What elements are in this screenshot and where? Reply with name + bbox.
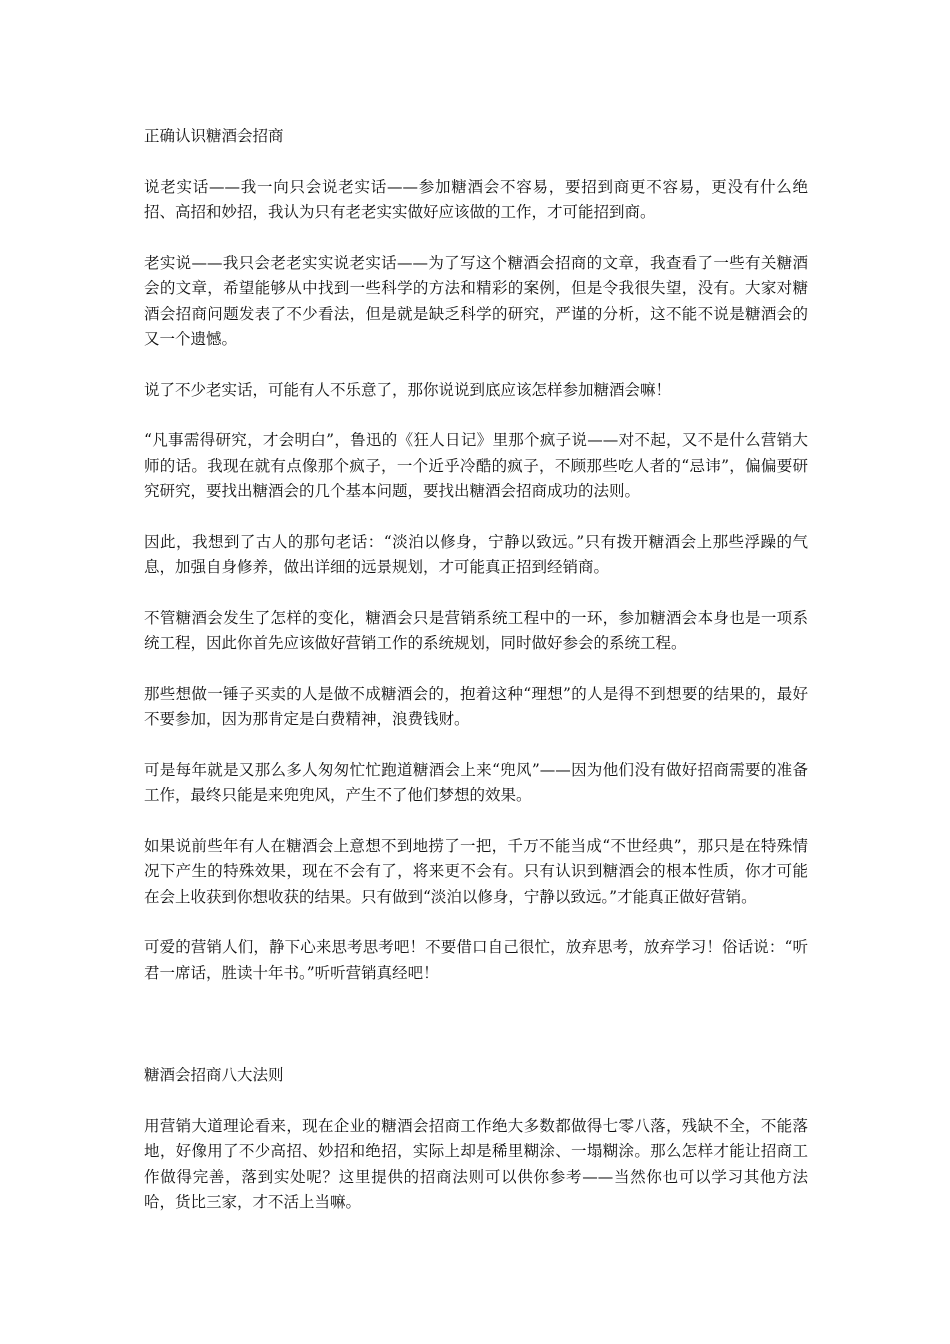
paragraph: 如果说前些年有人在糖酒会上意想不到地捞了一把，千万不能当成“不世经典”，那只是在特殊情况下产生的特殊效果，现在不会有了，将来更不会有。只有认识到糖酒会的根本性质，你才可能在会上收获到你想收获的结果。只有做到“淡泊以修身，宁静以致远。”才能真正做好营销。 — [144, 836, 808, 906]
paragraph: 说了不少老实话，可能有人不乐意了，那你说说到底应该怎样参加糖酒会嘛！ — [144, 380, 672, 399]
paragraph: 老实说——我只会老老实实说老实话——为了写这个糖酒会招商的文章，我查看了一些有关糖酒会的文章，希望能够从中找到一些科学的方法和精彩的案例，但是令我很失望，没有。大家对糖酒会招商问题发表了不少看法，但是就是缺乏科学的研究，严谨的分析，这不能不说是糖酒会的又一个遗憾。 — [144, 253, 808, 348]
paragraph: 不管糖酒会发生了怎样的变化，糖酒会只是营销系统工程中的一环，参加糖酒会本身也是一项系统工程，因此你首先应该做好营销工作的系统规划，同时做好参会的系统工程。 — [144, 608, 808, 652]
paragraph: “凡事需得研究，才会明白”，鲁迅的《狂人日记》里那个疯子说——对不起，又不是什么营销大师的话。我现在就有点像那个疯子，一个近乎冷酷的疯子，不顾那些吃人者的“忌讳”，偏偏要研究研究，要找出糖酒会的几个基本问题，要找出糖酒会招商成功的法则。 — [144, 431, 808, 500]
paragraph: 用营销大道理论看来，现在企业的糖酒会招商工作绝大多数都做得七零八落，残缺不全，不能落地，好像用了不少高招、妙招和绝招，实际上却是稀里糊涂、一塌糊涂。那么怎样才能让招商工作做得完善，落到实处呢？这里提供的招商法则可以供你参考——当然你也可以学习其他方法哈，货比三家，才不活上当嘛。 — [144, 1116, 808, 1211]
section-title: 正确认识糖酒会招商 — [144, 127, 284, 145]
section-spacer — [144, 1011, 808, 1063]
paragraph: 可爱的营销人们，静下心来思考思考吧！不要借口自己很忙，放弃思考，放弃学习！俗话说：“听君一席话，胜读十年书。”听听营销真经吧！ — [144, 938, 808, 982]
paragraph: 那些想做一锤子买卖的人是做不成糖酒会的，抱着这种“理想”的人是得不到想要的结果的，最好不要参加，因为那肯定是白费精神，浪费钱财。 — [144, 684, 808, 728]
document-body — [144, 124, 808, 1241]
section-title: 糖酒会招商八大法则 — [144, 1066, 284, 1084]
paragraph: 可是每年就是又那么多人匆匆忙忙跑道糖酒会上来“兜风”——因为他们没有做好招商需要的准备工作，最终只能是来兜兜风，产生不了他们梦想的效果。 — [144, 760, 808, 804]
paragraph: 因此，我想到了古人的那句老话：“淡泊以修身，宁静以致远。”只有拨开糖酒会上那些浮躁的气息，加强自身修养，做出详细的远景规划，才可能真正招到经销商。 — [144, 532, 808, 576]
paragraph: 说老实话——我一向只会说老实话——参加糖酒会不容易，要招到商更不容易，更没有什么绝招、高招和妙招，我认为只有老老实实做好应该做的工作，才可能招到商。 — [144, 177, 808, 221]
